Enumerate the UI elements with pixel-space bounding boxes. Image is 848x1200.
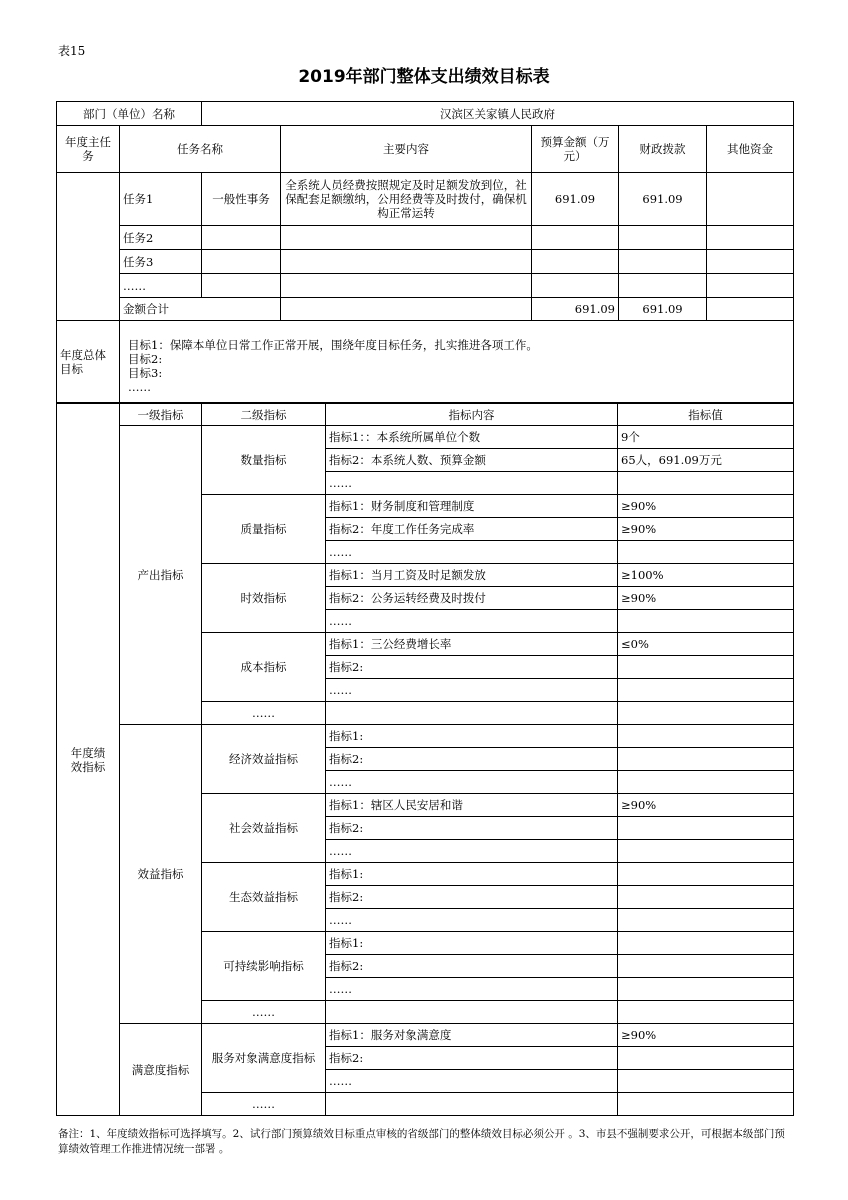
indicator-value — [618, 817, 794, 840]
ellipsis-level2: …… — [202, 1093, 326, 1116]
main-task-cell — [57, 173, 120, 321]
indicator-value — [618, 932, 794, 955]
indicator-value: ≥90% — [618, 794, 794, 817]
budget-header: 预算金额（万元） — [532, 126, 619, 173]
performance-table — [56, 403, 794, 1116]
indicator-value — [618, 610, 794, 633]
indicator-content: …… — [326, 679, 618, 702]
annual-goal-label: 年度总体目标 — [57, 321, 120, 403]
total-label: 金额合计 — [120, 298, 281, 321]
indicator-content: 指标1：当月工资及时足额发放 — [326, 564, 618, 587]
indicator-value: ≥100% — [618, 564, 794, 587]
indicator-content: 指标2: — [326, 656, 618, 679]
content-header: 主要内容 — [281, 126, 532, 173]
indicator-value — [618, 863, 794, 886]
task-id: 任务3 — [120, 250, 202, 274]
output-label: 产出指标 — [120, 426, 202, 725]
indicator-value: ≥90% — [618, 1024, 794, 1047]
indicator-content: 指标1: — [326, 725, 618, 748]
indicator-value: 65人，691.09万元 — [618, 449, 794, 472]
indicator-content: …… — [326, 1070, 618, 1093]
fiscal-header: 财政拨款 — [619, 126, 707, 173]
total-fiscal: 691.09 — [619, 298, 707, 321]
indicator-content: …… — [326, 840, 618, 863]
indicator-value — [618, 472, 794, 495]
indicator-content: 指标1: — [326, 932, 618, 955]
indicator-value — [618, 748, 794, 771]
indicator-content: 指标2: — [326, 1047, 618, 1070]
task-id: …… — [120, 274, 202, 298]
indicator-value — [618, 978, 794, 1001]
task-name: 一般性事务 — [202, 173, 281, 226]
ellipsis-level2: …… — [202, 702, 326, 725]
timeliness-label: 时效指标 — [202, 564, 326, 633]
sustainable-label: 可持续影响指标 — [202, 932, 326, 1001]
table-label: 表15 — [58, 44, 86, 58]
indicator-content: 指标2：公务运转经费及时拨付 — [326, 587, 618, 610]
indicator-value — [618, 725, 794, 748]
indicator-content: 指标2：本系统人数、预算金额 — [326, 449, 618, 472]
indicator-value — [618, 955, 794, 978]
task-fiscal: 691.09 — [619, 173, 707, 226]
indicator-content: 指标1: — [326, 863, 618, 886]
economic-label: 经济效益指标 — [202, 725, 326, 794]
ecological-label: 生态效益指标 — [202, 863, 326, 932]
task-id: 任务2 — [120, 226, 202, 250]
indicator-value: ≤0% — [618, 633, 794, 656]
ellipsis-level2: …… — [202, 1001, 326, 1024]
main-task-header: 年度主任务 — [57, 126, 120, 173]
indicator-content: 指标2：年度工作任务完成率 — [326, 518, 618, 541]
indicator-value: ≥90% — [618, 495, 794, 518]
indicator-content: …… — [326, 909, 618, 932]
indicator-value-header: 指标值 — [618, 404, 794, 426]
other-header: 其他资金 — [707, 126, 794, 173]
indicator-content: 指标1：：本系统所属单位个数 — [326, 426, 618, 449]
task-content: 全系统人员经费按照规定及时足额发放到位，社保配套足额缴纳，公用经费等及时拨付，确保机构正常运转 — [281, 173, 532, 226]
goal-line: 目标3: — [128, 366, 163, 380]
cost-label: 成本指标 — [202, 633, 326, 702]
indicator-content: …… — [326, 771, 618, 794]
task-id: 任务1 — [120, 173, 202, 226]
indicator-value — [618, 1070, 794, 1093]
level2-header: 二级指标 — [202, 404, 326, 426]
indicator-content: 指标2: — [326, 748, 618, 771]
task-budget: 691.09 — [532, 173, 619, 226]
indicator-content: …… — [326, 610, 618, 633]
level1-header: 一级指标 — [120, 404, 202, 426]
perf-label: 年度绩效指标 — [57, 404, 120, 1116]
indicator-content: 指标1：辖区人民安居和谐 — [326, 794, 618, 817]
indicator-value — [618, 541, 794, 564]
task-table — [56, 101, 794, 403]
indicator-content: 指标2: — [326, 817, 618, 840]
indicator-value — [618, 840, 794, 863]
indicator-content: …… — [326, 472, 618, 495]
indicator-content: 指标2: — [326, 886, 618, 909]
indicator-content: …… — [326, 541, 618, 564]
dept-value: 汉滨区关家镇人民政府 — [202, 102, 794, 126]
task-other — [707, 173, 794, 226]
task-name-header: 任务名称 — [120, 126, 281, 173]
indicator-value — [618, 909, 794, 932]
indicator-value — [618, 656, 794, 679]
indicator-content: 指标1：服务对象满意度 — [326, 1024, 618, 1047]
indicator-value: 9个 — [618, 426, 794, 449]
indicator-content: …… — [326, 978, 618, 1001]
indicator-value: ≥90% — [618, 518, 794, 541]
page-title: 2019年部门整体支出绩效目标表 — [298, 67, 550, 87]
satisfaction-label: 满意度指标 — [120, 1024, 202, 1116]
indicator-value — [618, 1047, 794, 1070]
goal-line: 目标2: — [128, 352, 163, 366]
quality-label: 质量指标 — [202, 495, 326, 564]
goal-line: 目标1：保障本单位日常工作正常开展，围绕年度目标任务，扎实推进各项工作。 — [128, 338, 538, 352]
indicator-value — [618, 679, 794, 702]
benefit-label: 效益指标 — [120, 725, 202, 1024]
indicator-content: 指标1：财务制度和管理制度 — [326, 495, 618, 518]
service-satisfaction-label: 服务对象满意度指标 — [202, 1024, 326, 1093]
indicator-content: 指标2: — [326, 955, 618, 978]
social-label: 社会效益指标 — [202, 794, 326, 863]
footnote: 备注：1、年度绩效指标可选择填写。2、试行部门预算绩效目标重点审核的省级部门的整体绩效目标必须公开 。3、市县不强制要求公开，可根据本级部门预算绩效管理工作推进情况统一部署 。 — [58, 1128, 785, 1155]
annual-goal-content — [120, 321, 794, 403]
dept-label: 部门（单位）名称 — [57, 102, 202, 126]
goal-line: …… — [128, 380, 151, 394]
indicator-value — [618, 886, 794, 909]
quantity-label: 数量指标 — [202, 426, 326, 495]
indicator-content-header: 指标内容 — [326, 404, 618, 426]
indicator-value: ≥90% — [618, 587, 794, 610]
indicator-value — [618, 771, 794, 794]
total-budget: 691.09 — [532, 298, 619, 321]
indicator-content: 指标1：三公经费增长率 — [326, 633, 618, 656]
